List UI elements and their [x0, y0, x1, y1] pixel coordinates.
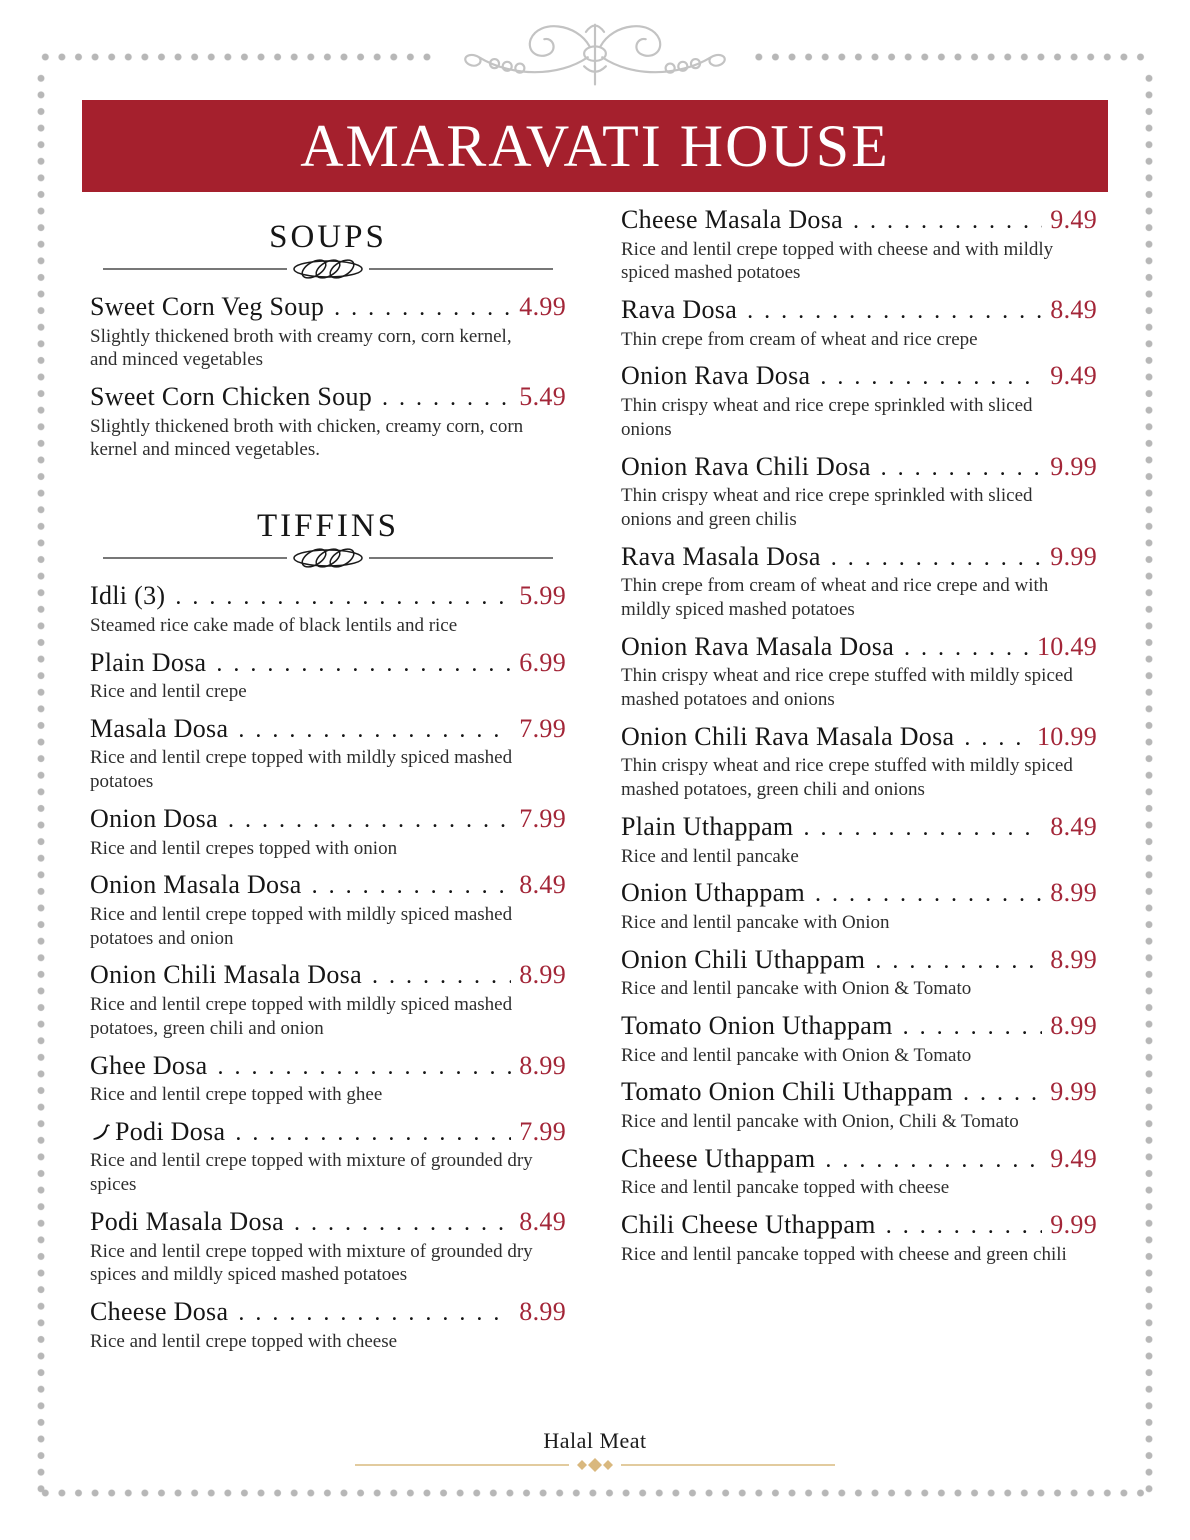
menu-column-right [621, 205, 1097, 1363]
item-title-row [621, 1011, 1097, 1042]
item-description: Slightly thickened broth with creamy corn, corn kernel, and minced vegetables [90, 325, 512, 371]
item-description: Rice and lentil crepes topped with onion [90, 837, 398, 859]
menu-item [90, 870, 566, 950]
dotted-border-bottom [37, 1489, 1153, 1497]
flourish-ornament [435, 12, 755, 98]
item-title-row [621, 1210, 1097, 1241]
item-price: 8.49 [1050, 811, 1097, 841]
menu-item [621, 945, 1097, 1001]
dot-leader [803, 812, 1042, 843]
item-price: 10.49 [1037, 631, 1097, 661]
menu-section [90, 219, 566, 462]
item-name: Onion Rava Masala Dosa [621, 631, 895, 661]
item-name: Rava Masala Dosa [621, 541, 821, 571]
item-price: 8.99 [519, 960, 566, 990]
item-name: Ghee Dosa [90, 1050, 208, 1080]
item-description: Rice and lentil crepe topped with cheese [90, 1330, 398, 1352]
dot-leader [382, 382, 511, 413]
item-name: Tomato Onion Uthappam [621, 1010, 893, 1040]
item-name: Masala Dosa [90, 713, 229, 743]
item-name: Podi Masala Dosa [90, 1206, 284, 1236]
dot-leader [831, 542, 1043, 573]
item-description: Rice and lentil crepe topped with ghee [90, 1084, 383, 1106]
item-price: 6.99 [519, 647, 566, 677]
item-name: Tomato Onion Chili Uthappam [621, 1077, 953, 1107]
item-name: Onion Chili Masala Dosa [90, 960, 362, 990]
restaurant-name-banner [82, 100, 1108, 192]
item-price: 8.99 [519, 1050, 566, 1080]
item-name: Cheese Dosa [90, 1297, 229, 1327]
item-name: Podi Dosa [90, 1117, 225, 1147]
dotted-border-left [37, 70, 45, 1497]
menu-section [90, 508, 566, 1353]
item-title-row [621, 205, 1097, 236]
item-price: 7.99 [519, 803, 566, 833]
item-name: Idli (3) [90, 581, 166, 611]
item-price: 4.99 [519, 292, 566, 321]
item-price: 5.99 [519, 581, 566, 611]
item-price: 8.49 [1050, 295, 1097, 325]
menu-column-left [90, 205, 566, 1363]
dot-leader [235, 1117, 511, 1148]
restaurant-name: AMARAVATI HOUSE [300, 113, 890, 179]
item-title-row [90, 1297, 566, 1328]
item-title-row [621, 722, 1097, 753]
menu-item [621, 632, 1097, 712]
section-divider-ornament [103, 547, 553, 569]
item-title-row [90, 1117, 566, 1148]
item-description: Slightly thickened broth with chicken, creamy corn, corn kernel and minced vegetables. [90, 415, 524, 461]
item-description: Steamed rice cake made of black lentils and rice [90, 614, 458, 636]
item-description: Rice and lentil crepe topped with mixture of grounded dry spices [90, 1150, 533, 1196]
item-name: Onion Uthappam [621, 878, 806, 908]
item-price: 8.99 [1050, 878, 1097, 908]
item-title-row [621, 632, 1097, 663]
item-title-row [90, 714, 566, 745]
item-description: Rice and lentil pancake with Onion & Tomato [621, 978, 972, 1000]
item-description: Rice and lentil pancake with Onion, Chili & Tomato [621, 1110, 1019, 1132]
item-title-row [621, 452, 1097, 483]
item-name: Onion Chili Uthappam [621, 944, 866, 974]
item-title-row [621, 542, 1097, 573]
item-name: Onion Masala Dosa [90, 870, 302, 900]
item-title-row [621, 812, 1097, 843]
item-name: Onion Rava Chili Dosa [621, 451, 871, 481]
item-description: Thin crispy wheat and rice crepe stuffed with mildly spiced mashed potatoes and onions [621, 665, 1073, 711]
item-title-row [90, 292, 566, 323]
menu-item [90, 292, 566, 372]
menu-item [621, 452, 1097, 532]
item-description: Thin crispy wheat and rice crepe stuffed with mildly spiced mashed potatoes, green chili and onions [621, 755, 1073, 801]
item-price: 8.49 [519, 1206, 566, 1236]
menu-item [621, 1011, 1097, 1067]
menu-section [621, 205, 1097, 1266]
item-title-row [90, 581, 566, 612]
menu-columns [90, 205, 1097, 1363]
dot-leader [881, 452, 1043, 483]
item-name: Plain Dosa [90, 647, 207, 677]
menu-item [90, 804, 566, 860]
dot-leader [238, 714, 511, 745]
dot-leader [175, 581, 511, 612]
item-description: Thin crispy wheat and rice crepe sprinkled with sliced onions and green chilis [621, 485, 1033, 530]
item-title-row [90, 804, 566, 835]
menu-item [621, 1210, 1097, 1266]
flourish-icon [435, 12, 755, 98]
item-description: Rice and lentil crepe topped with mixture of grounded dry spices and mildly spiced mashed potatoes [90, 1240, 533, 1286]
menu-item [90, 1207, 566, 1287]
dot-leader [904, 632, 1029, 663]
item-description: Thin crepe from cream of wheat and rice crepe [621, 328, 978, 350]
menu-item [90, 960, 566, 1040]
item-price: 8.99 [519, 1297, 566, 1327]
dot-leader [853, 205, 1042, 236]
chili-icon [90, 1122, 110, 1142]
footer [0, 1428, 1190, 1473]
dot-leader [238, 1297, 511, 1328]
menu-item [90, 1117, 566, 1197]
item-price: 8.99 [1050, 1010, 1097, 1040]
item-title-row [90, 648, 566, 679]
item-price: 9.99 [1050, 1209, 1097, 1239]
dot-leader [312, 870, 512, 901]
dotted-border-right [1145, 70, 1153, 1497]
item-title-row [621, 361, 1097, 392]
menu-item [621, 361, 1097, 441]
item-description: Rice and lentil pancake with Onion [621, 911, 890, 933]
section-heading: SOUPS [269, 219, 387, 255]
item-name: Sweet Corn Chicken Soup [90, 382, 373, 412]
item-name: Onion Rava Dosa [621, 361, 811, 391]
dot-leader [825, 1144, 1042, 1175]
item-price: 8.99 [1050, 944, 1097, 974]
item-description: Rice and lentil pancake [621, 845, 799, 867]
item-price: 9.99 [1050, 1077, 1097, 1107]
dot-leader [216, 648, 511, 679]
item-name: Cheese Masala Dosa [621, 205, 843, 234]
item-name: Onion Chili Rava Masala Dosa [621, 721, 955, 751]
item-price: 5.49 [519, 382, 566, 412]
dot-leader [815, 878, 1042, 909]
section-heading: TIFFINS [256, 508, 400, 545]
item-price: 9.49 [1050, 361, 1097, 391]
menu-item [90, 648, 566, 704]
footer-divider-ornament [355, 1457, 835, 1473]
item-title-row [621, 945, 1097, 976]
dot-leader [294, 1207, 511, 1238]
item-description: Rice and lentil crepe [90, 681, 247, 703]
item-title-row [621, 295, 1097, 326]
menu-item [621, 1077, 1097, 1133]
item-title-row [621, 1077, 1097, 1108]
item-description: Thin crepe from cream of wheat and rice crepe and with mildly spiced mashed potatoes [621, 575, 1049, 620]
item-title-row [90, 382, 566, 413]
menu-item [621, 295, 1097, 351]
item-price: 9.99 [1050, 451, 1097, 481]
dot-leader [964, 722, 1029, 753]
dot-leader [875, 945, 1042, 976]
item-description: Rice and lentil crepe topped with mildly spiced mashed potatoes [90, 747, 513, 793]
item-name: Cheese Uthappam [621, 1143, 816, 1173]
item-description: Rice and lentil pancake with Onion & Tomato [621, 1044, 972, 1066]
menu-item [621, 1144, 1097, 1200]
item-name: Plain Uthappam [621, 811, 794, 841]
dot-leader [218, 1051, 512, 1082]
menu-item [621, 878, 1097, 934]
footer-note: Halal Meat [543, 1428, 647, 1453]
item-description: Thin crispy wheat and rice crepe sprinkled with sliced onions [621, 395, 1033, 440]
dot-leader [903, 1011, 1043, 1042]
menu-item [621, 542, 1097, 622]
item-name: Sweet Corn Veg Soup [90, 292, 325, 321]
dot-leader [886, 1210, 1043, 1241]
item-description: Rice and lentil crepe topped with mildly spiced mashed potatoes, green chili and onion [90, 994, 513, 1039]
dot-leader [747, 295, 1042, 326]
item-name: Rava Dosa [621, 295, 738, 325]
item-title-row [90, 1207, 566, 1238]
dot-leader [334, 292, 511, 323]
item-title-row [90, 960, 566, 991]
item-price: 9.49 [1050, 205, 1097, 234]
item-name: Chili Cheese Uthappam [621, 1209, 876, 1239]
item-price: 9.99 [1050, 541, 1097, 571]
menu-item [90, 1297, 566, 1353]
item-title-row [621, 878, 1097, 909]
menu-item [90, 1051, 566, 1107]
menu-item [90, 382, 566, 462]
item-price: 8.49 [519, 870, 566, 900]
dot-leader [963, 1077, 1042, 1108]
menu-item [621, 205, 1097, 285]
item-title-row [90, 870, 566, 901]
item-title-row [90, 1051, 566, 1082]
item-title-row [621, 1144, 1097, 1175]
item-description: Rice and lentil pancake topped with cheese [621, 1177, 950, 1199]
item-description: Rice and lentil crepe topped with mildly spiced mashed potatoes and onion [90, 903, 513, 949]
item-price: 9.49 [1050, 1143, 1097, 1173]
item-description: Rice and lentil crepe topped with cheese and with mildly spiced mashed potatoes [621, 238, 1054, 284]
section-divider-ornament [103, 258, 553, 280]
dot-leader [228, 804, 511, 835]
menu-item [90, 581, 566, 637]
item-description: Rice and lentil pancake topped with cheese and green chili [621, 1243, 1067, 1265]
menu-item [621, 722, 1097, 802]
dot-leader [820, 361, 1042, 392]
dot-leader [372, 960, 511, 991]
item-name: Onion Dosa [90, 803, 218, 833]
menu-item [621, 812, 1097, 868]
menu-item [90, 714, 566, 794]
item-price: 7.99 [519, 1116, 566, 1146]
item-price: 10.99 [1037, 721, 1097, 751]
item-price: 7.99 [519, 713, 566, 743]
